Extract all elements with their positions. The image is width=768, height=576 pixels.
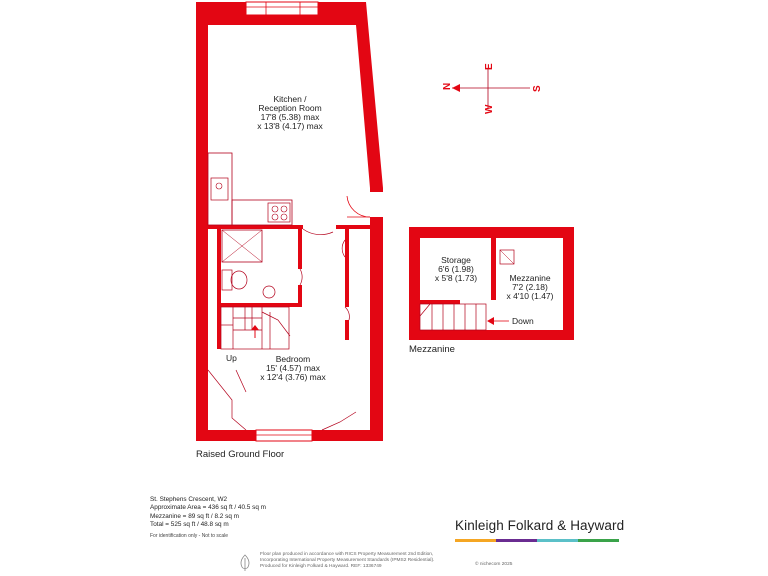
kitchen-name-1: Kitchen /: [273, 94, 307, 104]
area-info: [150, 496, 266, 540]
kitchen-dim-1: 17'8 (5.38) max: [260, 112, 320, 122]
mezzanine-dim-2: x 4'10 (1.47): [506, 291, 554, 301]
bedroom-dim-1: 15' (4.57) max: [265, 363, 321, 373]
identification-note: For identification only - Not to scale: [150, 532, 229, 539]
hob: [268, 203, 290, 222]
compass-n: N: [442, 82, 453, 90]
brand-bar-purple: [496, 539, 537, 542]
kitchen-dim-2: x 13'8 (4.17) max: [257, 121, 323, 131]
internal-wall-1: [208, 225, 303, 229]
nichecom-logo-icon: [238, 554, 252, 572]
mezzanine-name: Mezzanine: [509, 273, 551, 283]
approx-area: Approximate Area = 436 sq ft / 40.5 sq m: [150, 504, 266, 512]
mezzanine-floor-title: Mezzanine: [409, 344, 455, 355]
toilet: [222, 270, 232, 290]
storage-dim-1: 6'6 (1.98): [438, 264, 474, 274]
kitchen-name-2: Reception Room: [258, 103, 322, 113]
brand-bar-orange: [455, 539, 496, 542]
storage-name: Storage: [441, 255, 471, 265]
total-area: Total = 525 sq ft / 48.8 sq m: [150, 521, 229, 529]
up-label: Up: [226, 353, 237, 363]
top-window: [246, 2, 318, 15]
brand-name: Kinleigh Folkard & Hayward: [455, 518, 625, 533]
brand-color-bars: [455, 539, 619, 542]
footer-note: [260, 552, 434, 571]
down-label: Down: [512, 316, 534, 326]
footer-line-1: Floor plan produced in accordance with RICS Property Measurement 2nd Edition,: [260, 552, 434, 557]
compass: [442, 63, 543, 114]
bottom-window: [256, 430, 312, 441]
mezzanine-area: Mezzanine = 89 sq ft / 8.2 sq m: [150, 512, 239, 520]
footer-credit: © nichecom 2025: [475, 562, 513, 567]
compass-s: S: [532, 85, 543, 92]
mezzanine-stairs: [420, 304, 486, 330]
footer-line-2: Incorporating International Property Measurement Standards (IPMS2 Residential).: [260, 558, 435, 564]
ground-floor-title: Raised Ground Floor: [196, 449, 285, 460]
storage-dim-2: x 5'8 (1.73): [434, 273, 478, 283]
footer-line-3: Produced for Kinleigh Folkard & Hayward. REF: 1336749: [260, 564, 382, 570]
mezzanine-dim-1: 7'2 (2.18): [512, 282, 548, 292]
compass-w: W: [484, 104, 495, 114]
compass-e: E: [484, 63, 495, 70]
bedroom-name: Bedroom: [275, 354, 311, 364]
entrance-door-swing: [347, 196, 370, 217]
brand-bar-green: [578, 539, 619, 542]
basin: [263, 286, 275, 298]
bedroom-dim-2: x 12'4 (3.76) max: [260, 372, 326, 382]
brand-bar-teal: [537, 539, 578, 542]
address: St. Stephens Crescent, W2: [150, 496, 228, 503]
